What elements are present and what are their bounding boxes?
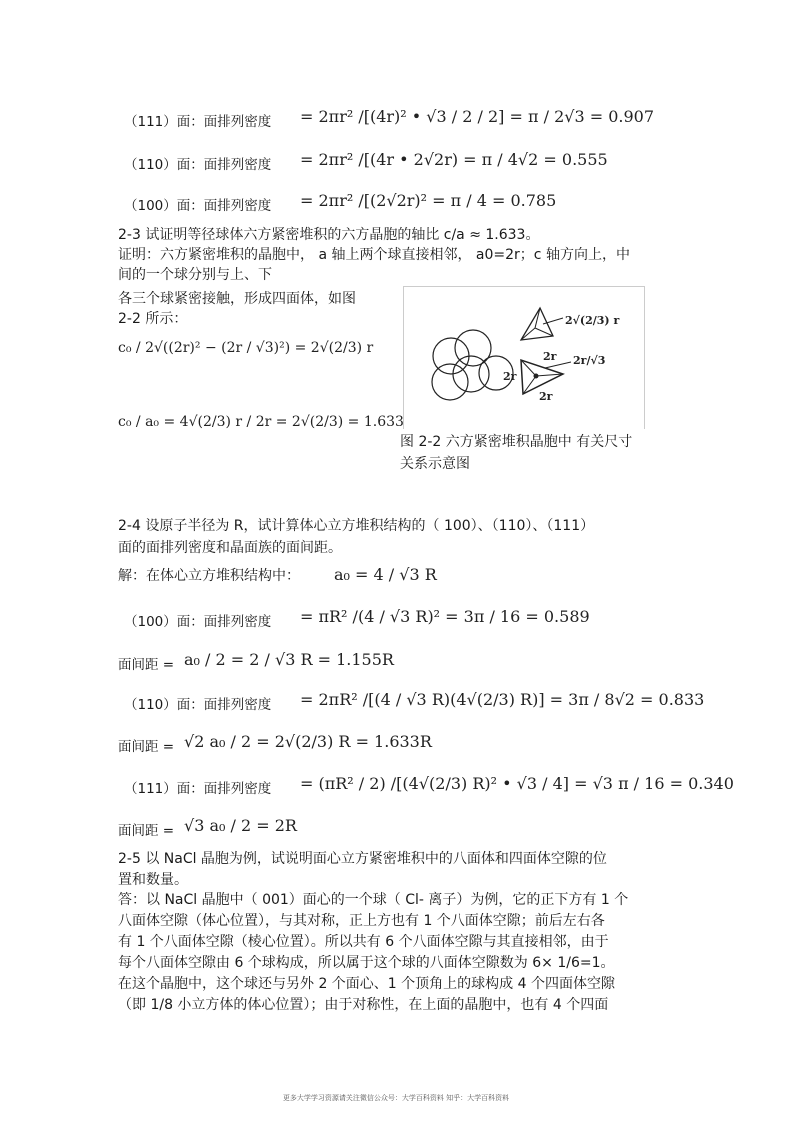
s25-line3: 有 1 个八面体空隙（棱心位置）。所以共有 6 个八面体空隙与其直接相邻，由于: [118, 934, 609, 950]
s24-p111-formula: = (πR² / 2) /[(4√(2/3) R)² • √3 / 4] = √3 π / 16 = 0.340: [300, 774, 734, 793]
s25-line2: 八面体空隙（体心位置），与其对称，正上方也有 1 个八面体空隙；前后左右各: [118, 913, 605, 929]
s25-title: 2-5 以 NaCl 晶胞为例，试说明面心立方紧密堆积中的八面体和四面体空隙的位: [118, 851, 607, 867]
tetrahedron-upper: [521, 308, 553, 340]
sphere-bottom-left: [432, 364, 468, 400]
s25-line5: 在这个晶胞中，这个球还与另外 2 个面心、1 个顶角上的球构成 4 个四面体空隙: [118, 976, 615, 992]
eq-100-formula: = 2πr² /[(2√2r)² = π / 4 = 0.785: [300, 191, 557, 210]
eq-111-label: （111）面：面排列密度: [124, 114, 272, 130]
page-footer: 更多大学学习资源请关注微信公众号：大学百科资料 知乎：大学百科资料: [282, 1094, 510, 1102]
s23-title: 2-3 试证明等径球体六方紧密堆积的六方晶胞的轴比 c/a ≈ 1.633。: [118, 227, 540, 243]
fig-label-e: 2r: [539, 390, 553, 403]
s24-solve: 解：在体心立方堆积结构中：: [118, 568, 300, 584]
figure-caption-2: 关系示意图: [400, 456, 470, 472]
s25-line1: 答：以 NaCl 晶胞中（ 001）面心的一个球（ Cl- 离子）为例，它的正下方有 1 个: [118, 892, 629, 908]
s23-line2: 间的一个球分别与上、下: [118, 267, 272, 283]
s23-formula2: c₀ / a₀ = 4√(2/3) r / 2r = 2√(2/3) = 1.633: [118, 414, 404, 430]
fig-label-d: 2r: [503, 370, 517, 383]
s24-p110-label: （110）面：面排列密度: [124, 697, 272, 713]
figure-caption-1: 图 2-2 六方紧密堆积晶胞中 有关尺寸: [400, 434, 633, 450]
eq-110-formula: = 2πr² /[(4r • 2√2r) = π / 4√2 = 0.555: [300, 150, 608, 169]
figure-2-2: [403, 286, 643, 428]
s25-title2: 置和数量。: [118, 872, 188, 888]
sphere-top: [455, 330, 491, 366]
s23-formula1: c₀ / 2√((2r)² − (2r / √3)²) = 2√(2/3) r: [118, 340, 374, 356]
s24-p110-formula: = 2πR² /[(4 / √3 R)(4√(2/3) R)] = 3π / 8√2 = 0.833: [300, 690, 705, 709]
fig-label-c: 2r/√3: [573, 354, 606, 367]
s23-line1: 证明：六方紧密堆积的晶胞中， a 轴上两个球直接相邻， a0=2r；c 轴方向上，中: [118, 247, 630, 263]
eq-111-formula: = 2πr² /[(4r)² • √3 / 2 / 2] = π / 2√3 = 0.907: [300, 107, 654, 126]
s24-d111-formula: √3 a₀ / 2 = 2R: [184, 816, 297, 835]
fig-label-a: 2√(2/3) r: [565, 314, 620, 327]
s24-title: 2-4 设原子半径为 R，试计算体心立方堆积结构的（ 100）、（110）、（111）: [118, 518, 595, 534]
eq-100-label: （100）面：面排列密度: [124, 198, 272, 214]
fig-label-b: 2r: [543, 350, 557, 363]
s23-line4: 2-2 所示：: [118, 311, 188, 327]
s24-d111-label: 面间距 =: [118, 823, 175, 839]
s24-d100-formula: a₀ / 2 = 2 / √3 R = 1.155R: [184, 650, 394, 669]
s24-p100-formula: = πR² /(4 / √3 R)² = 3π / 16 = 0.589: [300, 607, 590, 626]
eq-110-label: （110）面：面排列密度: [124, 157, 272, 173]
s25-line4: 每个八面体空隙由 6 个球构成，所以属于这个球的八面体空隙数为 6× 1/6=1。: [118, 955, 615, 971]
s24-d110-label: 面间距 =: [118, 739, 175, 755]
s24-d100-label: 面间距 =: [118, 657, 175, 673]
s23-line3: 各三个球紧密接触，形成四面体，如图: [118, 291, 356, 307]
s25-line6: （即 1/8 小立方体的体心位置）；由于对称性，在上面的晶胞中，也有 4 个四面: [118, 997, 609, 1013]
tri-center: [534, 374, 539, 379]
s24-solve-formula: a₀ = 4 / √3 R: [334, 565, 437, 584]
s24-d110-formula: √2 a₀ / 2 = 2√(2/3) R = 1.633R: [184, 732, 432, 751]
s24-title2: 面的面排列密度和晶面族的面间距。: [118, 540, 342, 556]
s24-p111-label: （111）面：面排列密度: [124, 781, 272, 797]
s24-p100-label: （100）面：面排列密度: [124, 614, 272, 630]
